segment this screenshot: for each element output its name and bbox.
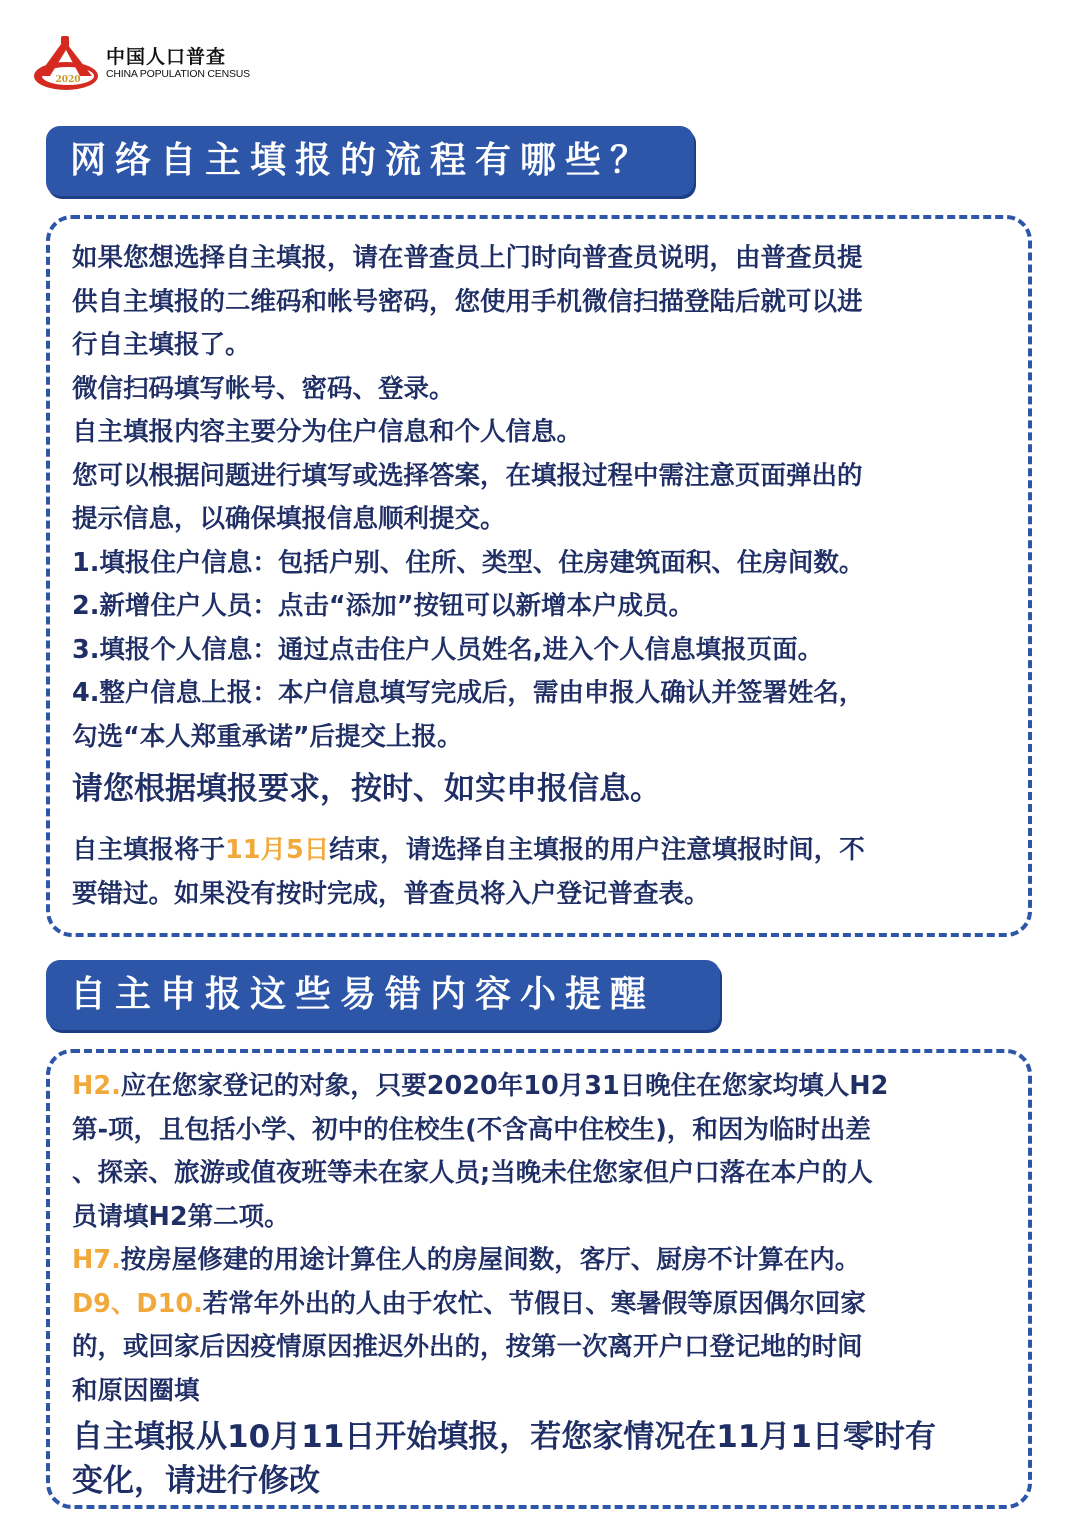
body-line: 行自主填报了。 xyxy=(72,330,251,360)
step-2: 2.新增住户人员：点击“添加”按钮可以新增本户成员。 xyxy=(72,591,694,621)
final-line-1: 自主填报从10月11日开始填报，若您家情况在11月1日零时有 xyxy=(72,1419,936,1455)
deadline-line xyxy=(72,829,1010,873)
emphasis-text: 请您根据填报要求，按时、如实申报信息。 xyxy=(72,771,661,807)
census-emblem-icon xyxy=(30,36,100,94)
body-line: 自主填报内容主要分为住户信息和个人信息。 xyxy=(72,417,583,447)
h7-line xyxy=(72,1239,1010,1283)
deadline-date: 11月5日 xyxy=(225,835,330,865)
d-text: 若常年外出的人由于农忙、节假日、寒暑假等原因偶尔回家 xyxy=(202,1288,866,1319)
d-line-1 xyxy=(72,1283,1010,1327)
section1-title: 网络自主填报的流程有哪些？ xyxy=(46,126,694,196)
step-1: 1.填报住户信息：包括户别、住所、类型、住房建筑面积、住房间数。 xyxy=(72,547,865,578)
logo-cn-text: 中国人口普查 xyxy=(106,46,227,68)
body-line: 微信扫码填写帐号、密码、登录。 xyxy=(72,373,455,404)
step-4: 4.整户信息上报：本户信息填写完成后，需由申报人确认并签署姓名， xyxy=(72,678,865,708)
body-line: 供自主填报的二维码和帐号密码，您使用手机微信扫描登陆后就可以进 xyxy=(72,286,863,317)
h2-line-2: 第-项，且包括小学、初中的住校生(不含高中住校生)，和因为临时出差 xyxy=(72,1114,871,1145)
body-line: 您可以根据问题进行填写或选择答案，在填报过程中需注意页面弹出的 xyxy=(72,460,863,491)
census-logo xyxy=(30,36,260,96)
logo-en-text: CHINA POPULATION CENSUS xyxy=(106,68,250,80)
d-line-3: 和原因圈填 xyxy=(72,1375,200,1406)
body-line: 如果您想选择自主填报，请在普查员上门时向普查员说明，由普查员提 xyxy=(72,243,863,273)
h2-text: 应在您家登记的对象，只要2020年10月31日晚住在您家均填人H2 xyxy=(120,1071,889,1101)
h2-label: H2. xyxy=(72,1071,121,1101)
section1-card xyxy=(46,215,1032,937)
h7-text: 按房屋修建的用途计算住人的房屋间数，客厅、厨房不计算在内。 xyxy=(120,1245,861,1275)
logo-year: 2020 xyxy=(55,75,81,85)
h7-label: H7. xyxy=(72,1245,121,1275)
step-4-cont: 勾选“本人郑重承诺”后提交上报。 xyxy=(72,721,463,752)
h2-line-3: 、探亲、旅游或值夜班等未在家人员;当晚未住您家但户口落在本户的人 xyxy=(72,1158,873,1188)
deadline-line-2: 要错过。如果没有按时完成，普查员将入户登记普查表。 xyxy=(72,878,710,909)
d-line-2: 的，或回家后因疫情原因推迟外出的，按第一次离开户口登记地的时间 xyxy=(72,1332,863,1362)
h2-line-4: 员请填H2第二项。 xyxy=(72,1201,290,1232)
d-label: D9、D10. xyxy=(72,1288,203,1319)
deadline-post: 结束，请选择自主填报的用户注意填报时间，不 xyxy=(329,835,865,865)
final-line-2: 变化，请进行修改 xyxy=(72,1463,320,1499)
section2-card xyxy=(46,1049,1032,1509)
section2-title: 自主申报这些易错内容小提醒 xyxy=(46,960,720,1030)
step-3: 3.填报个人信息：通过点击住户人员姓名,进入个人信息填报页面。 xyxy=(72,634,824,665)
deadline-pre: 自主填报将于 xyxy=(72,835,226,865)
h2-line-1 xyxy=(72,1065,1010,1109)
body-line: 提示信息，以确保填报信息顺利提交。 xyxy=(72,504,506,534)
section1-body xyxy=(72,237,1010,759)
